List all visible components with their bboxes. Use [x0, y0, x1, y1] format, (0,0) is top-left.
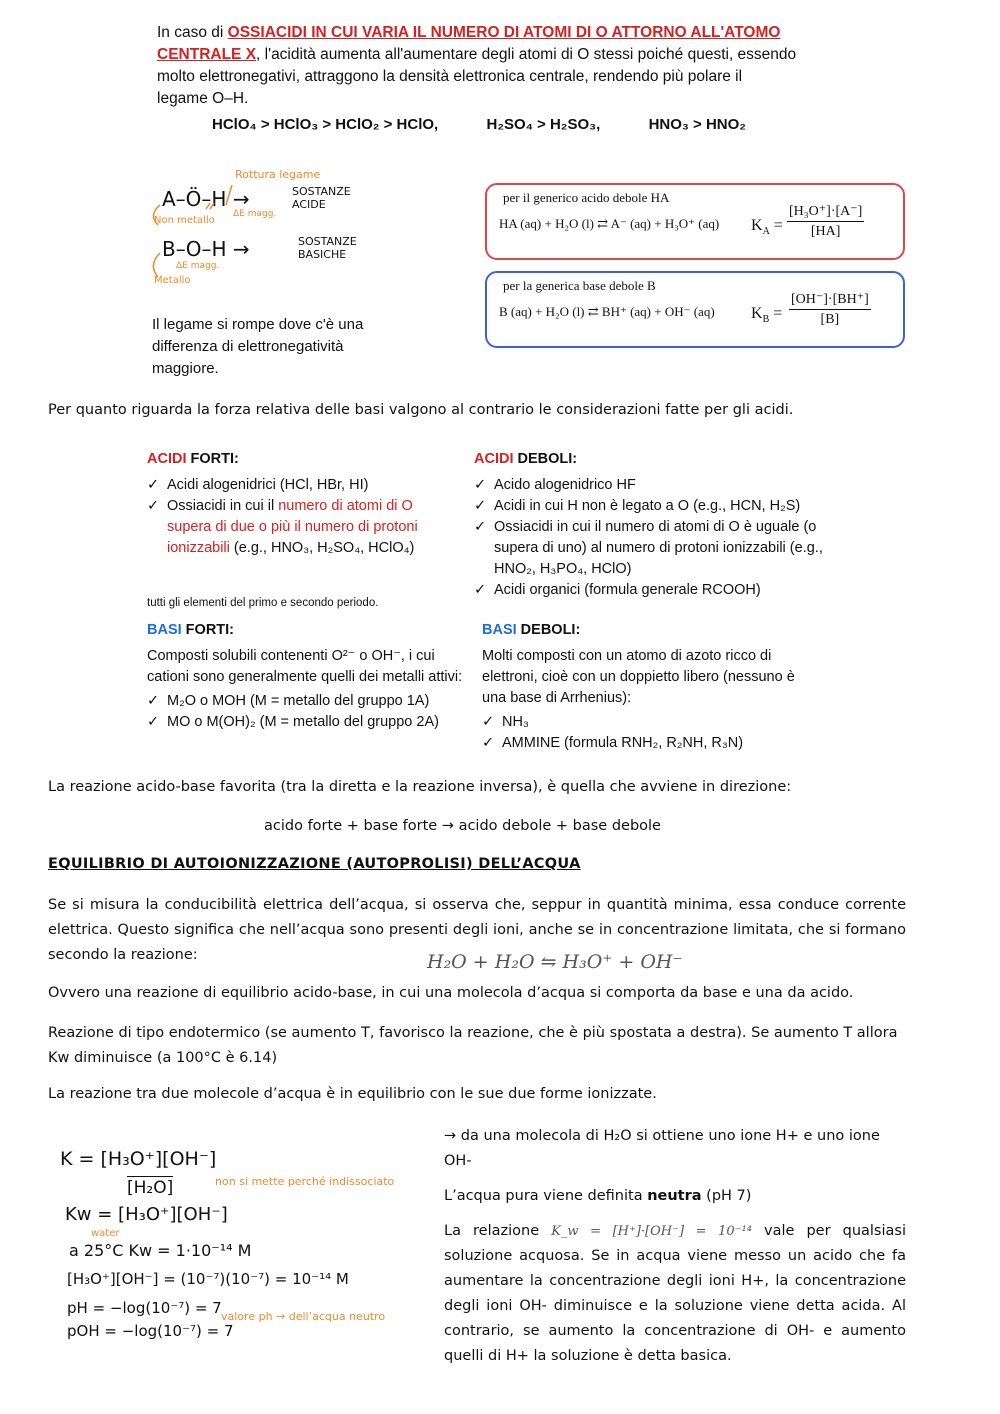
weak-acids-section: [474, 449, 834, 601]
strong-bases-heading: BASI FORTI:: [147, 622, 235, 638]
bond-note: Il legame si rompe dove c'è una differenza di elettronegatività maggiore.: [152, 316, 364, 377]
note-k-annotation: non si mette perché indissociato: [215, 1175, 395, 1188]
bond-sketch: [140, 165, 380, 295]
strong-base-item: ✓ M₂O o MOH (M = metallo del gruppo 1A): [147, 691, 477, 712]
right-column: [444, 1124, 906, 1379]
ka-symbol: $K_A$ =: [751, 217, 783, 238]
note-ph: pH = −log(10⁻⁷) = 7: [67, 1299, 222, 1317]
weak-acid-item: ✓ Acidi organici (formula generale RCOOH): [474, 580, 834, 601]
weak-acid-reaction: HA (aq) + H₂O (l) ⇄ A⁻ (aq) + H₃O⁺ (aq): [499, 216, 720, 231]
strong-acid-item: ✓ Ossiacidi in cui il numero di atomi di O supera di due o più il numero di protoni ionizzabili (e.g., HNO₃, H₂SO₄, HClO₄): [147, 496, 447, 559]
sketch-de-magg-2: ΔE magg.: [176, 261, 220, 271]
kw-formula: K_w = [H⁺]·[OH⁻] = 10⁻¹⁴: [551, 1224, 752, 1239]
note-k-denominator: [H₂O]: [127, 1178, 174, 1198]
strong-bases-desc: Composti solubili contenenti O²⁻ o OH⁻, i cui cationi sono generalmente quelli dei metalli attivi:: [147, 648, 463, 685]
order-chlorine: HClO₄ > HClO₃ > HClO₂ > HClO,: [212, 116, 439, 133]
sketch-arrows-icon: [140, 165, 380, 295]
bases-paragraph: Per quanto riguarda la forza relativa delle basi valgono al contrario le considerazioni fatte per gli acidi.: [48, 402, 794, 418]
intro-post: , l'acidità aumenta all'aumentare degli atomi di O stessi poiché questi, essendo molto elettronegativi, attraggono la densità elettronica centrale, rendendo più polare il legame O–H.: [157, 46, 797, 107]
weak-acid-box: [485, 183, 905, 260]
sketch-base-formula: B–O–H →: [162, 237, 250, 261]
handwritten-notes: [55, 1142, 425, 1362]
order-sulfur: H₂SO₄ > H₂SO₃,: [486, 116, 601, 133]
kb-fraction: [789, 291, 871, 328]
weak-base-reaction: B (aq) + H₂O (l) ⇄ BH⁺ (aq) + OH⁻ (aq): [499, 304, 715, 319]
sketch-acid-label: SOSTANZE ACIDE: [292, 185, 351, 211]
weak-acid-item: ✓ Ossiacidi in cui il numero di atomi di O è uguale (o supera di uno) al numero di protoni ionizzabili (e.g., HNO₂, H₃PO₄, HClO): [474, 517, 834, 580]
weak-bases-section: [482, 620, 812, 754]
sketch-de-magg: ΔE magg.: [233, 209, 277, 219]
ka-numerator: [H₃O⁺]·[A⁻]: [787, 203, 864, 222]
weak-bases-heading: BASI DEBOLI:: [482, 622, 581, 638]
ionized-forms-paragraph: La reazione tra due molecole d’acqua è in equilibrio con le sue due forme ionizzate.: [48, 1086, 657, 1102]
period-note: tutti gli elementi del primo e secondo periodo.: [147, 597, 379, 609]
intro-pre: In caso di: [157, 24, 228, 41]
weak-acid-item: ✓ Acidi in cui H non è legato a O (e.g., HCN, H₂S): [474, 496, 834, 517]
strong-base-item: ✓ MO o M(OH)₂ (M = metallo del gruppo 2A): [147, 712, 477, 733]
weak-acid-caption: per il generico acido debole HA: [503, 190, 670, 205]
weak-base-item: ✓ NH₃: [482, 712, 812, 733]
ka-fraction: [787, 203, 864, 240]
kb-numerator: [OH⁻]·[BH⁺]: [789, 291, 871, 310]
weak-base-item: ✓ AMMINE (formula RNH₂, R₂NH, R₃N): [482, 733, 812, 754]
intro-highlight: OSSIACIDI IN CUI VARIA IL NUMERO DI ATOMI DI O ATTORNO ALL'ATOMO CENTRALE X: [157, 24, 781, 63]
note-water: water: [91, 1228, 120, 1239]
note-k-numerator: K = [H₃O⁺][OH⁻]: [60, 1148, 217, 1170]
weak-base-box: [485, 271, 905, 348]
strong-acid-item: ✓ Acidi alogenidrici (HCl, HBr, HI): [147, 475, 447, 496]
note-ion-product: [H₃O⁺][OH⁻] = (10⁻⁷)(10⁻⁷) = 10⁻¹⁴ M: [67, 1270, 349, 1288]
section-heading: EQUILIBRIO DI AUTOIONIZZAZIONE (AUTOPROLISI) DELL’ACQUA: [48, 856, 581, 872]
rcol-paragraph-2: L’acqua pura viene definita neutra (pH 7): [444, 1188, 752, 1204]
intro-paragraph: [157, 22, 797, 110]
sketch-acid-formula: A–Ö–H →: [162, 187, 250, 211]
kb-symbol: $K_B$ =: [751, 305, 783, 326]
note-kw-25: a 25°C Kw = 1·10⁻¹⁴ M: [69, 1241, 252, 1260]
acid-base-rule: acido forte + base forte → acido debole + base debole: [264, 818, 661, 834]
note-ph-annotation: valore ph → dell’acqua neutro: [221, 1310, 386, 1323]
endothermic-paragraph: Reazione di tipo endotermico (se aumento T, favorisco la reazione, che è più spostata a destra). Se aumento T allora Kw diminuisce (a 100°C è 6.14): [48, 1025, 898, 1066]
water-autoionization-equation: H₂O + H₂O ⇋ H₃O⁺ + OH⁻: [427, 951, 683, 973]
weak-base-caption: per la generica base debole B: [503, 278, 656, 293]
acid-order-line: [212, 116, 746, 133]
sketch-rottura: Rottura legame: [235, 168, 321, 181]
strong-acids-heading: ACIDI FORTI:: [147, 451, 239, 467]
rcol-paragraph-3: La relazione K_w = [H⁺]·[OH⁻] = 10⁻¹⁴ vale per qualsiasi soluzione acquosa. Se in acqua viene messo un acido che fa aumentare la concentrazione degli ioni H+, la concentrazione degli ioni OH- diminuisce e la soluzione viene detta acida. Al contrario, se aumento la concentrazione di OH- e aumento quelli di H+ la soluzione è detta basica.: [444, 1223, 906, 1364]
equilibrium-paragraph: Ovvero una reazione di equilibrio acido-base, in cui una molecola d’acqua si comporta da base e una da acido.: [48, 985, 854, 1001]
rcol-paragraph-1: → da una molecola di H₂O si ottiene uno ione H+ e uno ione OH-: [444, 1128, 880, 1169]
favored-reaction-paragraph: La reazione acido-base favorita (tra la diretta e la reazione inversa), è quella che avviene in direzione:: [48, 779, 792, 795]
weak-acids-heading: ACIDI DEBOLI:: [474, 451, 578, 467]
ka-denominator: [HA]: [810, 224, 841, 239]
sketch-base-label: SOSTANZE BASICHE: [298, 235, 357, 261]
sketch-non-metallo: Non metallo: [154, 215, 215, 226]
note-kw: Kw = [H₃O⁺][OH⁻]: [65, 1204, 228, 1225]
conductivity-paragraph: Se si misura la conducibilità elettrica dell’acqua, si osserva che, seppur in quantità minima, essa conduce corrente elettrica. Questo significa che nell’acqua sono presenti degli ioni, anche se in concentrazione limitata, che si formano secondo la reazione:: [48, 897, 906, 963]
kb-denominator: [B]: [820, 312, 840, 327]
sketch-metallo: Metallo: [154, 275, 191, 286]
note-poh: pOH = −log(10⁻⁷) = 7: [67, 1322, 234, 1340]
order-nitrogen: HNO₃ > HNO₂: [648, 116, 746, 133]
weak-acid-item: ✓ Acido alogenidrico HF: [474, 475, 834, 496]
strong-acids-section: [147, 449, 447, 559]
weak-bases-desc: Molti composti con un atomo di azoto ricco di elettroni, cioè con un doppietto libero (nessuno è una base di Arrhenius):: [482, 648, 795, 706]
strong-bases-section: [147, 620, 477, 733]
